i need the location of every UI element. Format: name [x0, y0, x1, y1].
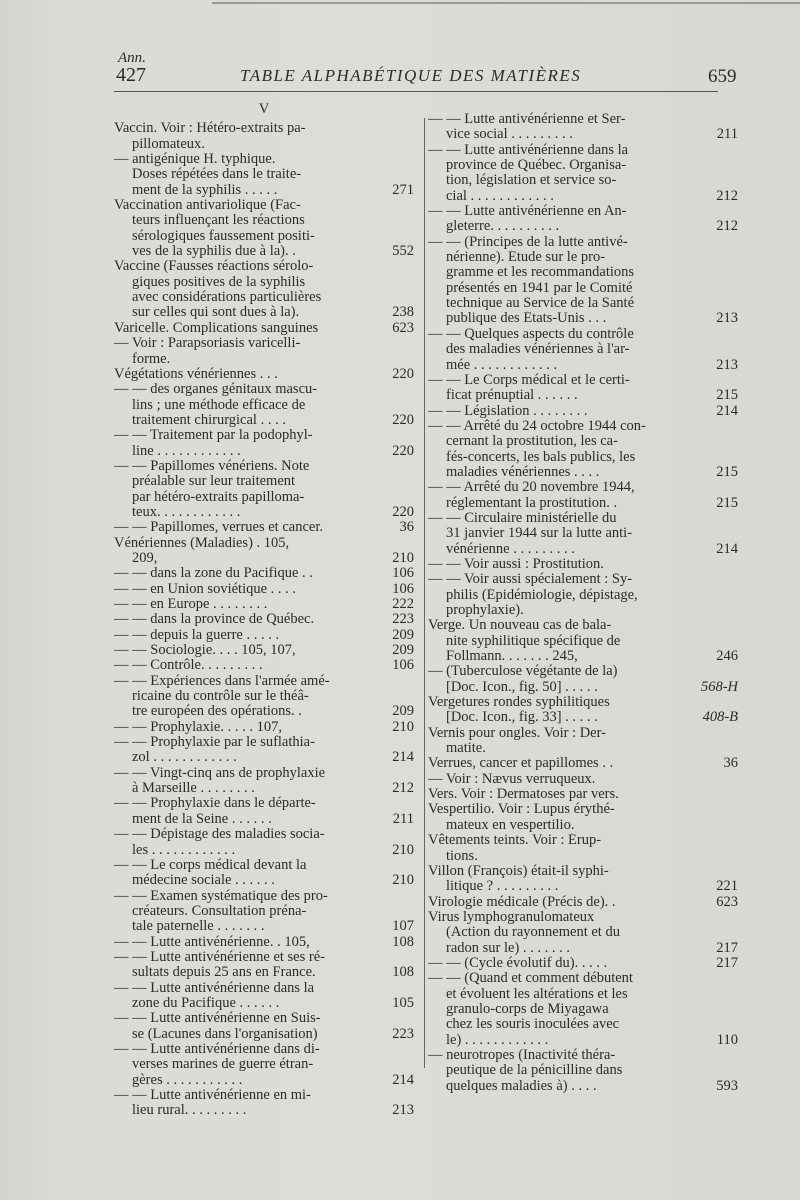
index-entry [114, 612, 414, 627]
index-entry-line: — — Quelques aspects du contrôle [428, 326, 634, 342]
index-entry-line: — — (Quand et comment débutent [428, 971, 633, 987]
index-page-ref: 552 [392, 243, 414, 260]
index-entry [428, 772, 738, 787]
index-entry-line: granulo-corps de Miyagawa [446, 1001, 609, 1017]
index-entry-line: tale paternelle . . . . . . . [132, 919, 265, 935]
index-entry-line: Végétations vénériennes . . . [114, 366, 278, 382]
index-entry-line: traitement chirurgical . . . . [132, 412, 286, 428]
index-entry-line: — — Examen systématique des pro- [114, 888, 328, 904]
index-page-ref: 210 [392, 872, 414, 889]
index-entry-line: ment de la syphilis . . . . . [132, 182, 278, 198]
index-entry-line: — — Prophylaxie. . . . . 107, [114, 719, 282, 735]
index-entry-line: prophylaxie). [446, 603, 524, 618]
index-entry-line: — — Lutte antivénérienne dans la [428, 142, 629, 158]
index-entry-line: line . . . . . . . . . . . . [132, 443, 241, 459]
index-entry [114, 259, 414, 320]
index-page-ref: 215 [716, 494, 738, 511]
index-entry [428, 1048, 738, 1094]
index-entry-line: — — Papillomes, verrues et cancer. [114, 520, 323, 536]
index-entry-line: — — Vingt-cinq ans de prophylaxie [114, 765, 326, 781]
index-entry [114, 152, 414, 198]
index-entry-line: sur celles qui sont dues à la). [132, 305, 300, 321]
index-entry [114, 536, 414, 567]
index-entry-line: Villon (François) était-il syphi- [428, 863, 609, 879]
index-entry-line: — — Lutte antivénérienne dans la [114, 980, 315, 996]
index-page-ref: 209 [392, 703, 414, 720]
index-entry-line: — — Sociologie. . . . 105, 107, [114, 643, 296, 659]
index-entry [114, 674, 414, 720]
left-column [114, 100, 414, 1119]
index-entry-line: — — Expériences dans l'armée amé- [114, 673, 330, 689]
header-annales: Ann. [118, 50, 146, 66]
index-entry [114, 827, 414, 858]
index-entry [428, 404, 738, 419]
index-entry [428, 204, 738, 235]
header-volume-number: 427 [116, 64, 146, 86]
index-entry-line: 209, [132, 550, 158, 566]
index-page-ref: 221 [716, 878, 738, 895]
index-entry [114, 796, 414, 827]
index-entry-line: Doses répétées dans le traite- [132, 167, 302, 183]
index-entry-line: mateux en vespertilio. [446, 817, 575, 833]
index-entry [114, 981, 414, 1012]
index-page-ref: 108 [392, 964, 414, 981]
index-entry [114, 950, 414, 981]
page-title: TABLE ALPHABÉTIQUE DES MATIÈRES [240, 66, 582, 85]
index-entry-line: — — Lutte antivénérienne en An- [428, 204, 627, 220]
index-entry-line: avec considérations particulières [132, 290, 322, 306]
index-page-ref: 623 [392, 319, 414, 336]
index-entry-line: nérienne). Étude sur le pro- [446, 250, 606, 266]
index-page-ref: 238 [392, 304, 414, 321]
index-entry-line: — — Dépistage des maladies socia- [114, 827, 325, 843]
index-entry [428, 787, 738, 802]
index-entry-line: technique au Service de la Santé [446, 296, 635, 312]
index-entry-line: vice social . . . . . . . . . [446, 127, 573, 143]
index-page-ref: 211 [392, 810, 414, 827]
index-entry-line: lieu rural. . . . . . . . . [132, 1103, 247, 1119]
index-entry-line: Vers. Voir : Dermatoses par vers. [428, 787, 619, 803]
index-entry-line: Verge. Un nouveau cas de bala- [428, 618, 612, 634]
index-entry-line: — neurotropes (Inactivité théra- [428, 1047, 616, 1063]
index-entry-line: chez les souris inoculées avec [446, 1017, 620, 1033]
index-entry-line: ment de la Seine . . . . . . [132, 811, 272, 827]
index-entry-line: — — Prophylaxie dans le départe- [114, 796, 316, 812]
page-number: 659 [708, 66, 737, 87]
index-page-ref: 210 [392, 718, 414, 735]
index-entry [114, 889, 414, 935]
index-entry [114, 566, 414, 581]
index-entry-line: maladies vénériennes . . . . [446, 464, 600, 480]
index-entry-line: cernant la prostitution, les ca- [446, 434, 618, 450]
index-entry [428, 557, 738, 572]
index-entry-line: Verrues, cancer et papillomes . . [428, 756, 614, 772]
index-entry-line: des maladies vénériennes à l'ar- [446, 342, 630, 358]
index-entry-line: par hétéro-extraits papilloma- [132, 489, 305, 505]
index-entry-line: — — Arrêté du 20 novembre 1944, [428, 480, 635, 496]
index-page-ref: 106 [392, 657, 414, 674]
index-entry [428, 956, 738, 971]
index-entry-line: — (Tuberculose végétante de la) [428, 664, 618, 680]
index-entry-line: — — Papillomes vénériens. Note [114, 458, 310, 474]
index-entry-line: — antigénique H. typhique. [114, 152, 276, 168]
index-entry-line: Vêtements teints. Voir : Érup- [428, 833, 602, 849]
index-entry [428, 695, 738, 726]
index-page-ref: 213 [716, 310, 738, 327]
index-entry-line: Virologie médicale (Précis de). . [428, 894, 616, 910]
index-entry-line: — — Traitement par la podophyl- [114, 428, 313, 444]
index-page-ref: 209 [392, 642, 414, 659]
index-page-ref: 217 [716, 954, 738, 971]
index-entry [114, 336, 414, 367]
index-entry-line: tions. [446, 848, 478, 864]
index-page-ref: 214 [716, 540, 738, 557]
index-page-ref: 213 [716, 356, 738, 373]
index-entry-line: Vaccine (Fausses réactions sérolo- [114, 259, 314, 275]
index-entry-line: publique des États-Unis . . . [446, 311, 607, 327]
index-entry-line: — — Législation . . . . . . . . [428, 403, 588, 419]
index-entry-line: Vaccin. Voir : Hétéro-extraits pa- [114, 121, 306, 137]
index-page-ref: 212 [392, 780, 414, 797]
index-entry-line: préalable sur leur traitement [132, 474, 296, 490]
index-entry-line: réglementant la prostitution. . [446, 495, 618, 511]
index-entry-line: quelques maladies à) . . . . [446, 1078, 597, 1094]
index-entry-line: verses marines de guerre étran- [132, 1057, 314, 1073]
index-page-ref: 215 [716, 463, 738, 480]
index-entry-line: — — Prophylaxie par le suflathia- [114, 735, 315, 751]
index-entry-line: tre européen des opérations. . [132, 704, 302, 720]
index-entry-line: — — Arrêté du 24 octobre 1944 con- [428, 418, 646, 434]
index-page-ref: 212 [716, 187, 738, 204]
index-entry [428, 864, 738, 895]
index-page-ref: 210 [392, 549, 414, 566]
index-page-ref: 593 [716, 1077, 738, 1094]
index-page-ref: 210 [392, 841, 414, 858]
index-entry [428, 910, 738, 956]
index-entry [428, 373, 738, 404]
index-entry-line: — — depuis la guerre . . . . . [114, 627, 280, 643]
index-entry-line: — — (Cycle évolutif du). . . . . [428, 955, 608, 971]
index-page-ref: 212 [716, 218, 738, 235]
index-entry-line: — — Lutte antivénérienne en mi- [114, 1088, 311, 1103]
index-entry-line: giques positives de la syphilis [132, 274, 306, 290]
index-entry [114, 428, 414, 459]
index-page-ref: 110 [716, 1031, 738, 1048]
index-entry-line: les . . . . . . . . . . . . [132, 842, 236, 858]
index-entry [114, 766, 414, 797]
index-entry [428, 511, 738, 557]
index-entry [114, 720, 414, 735]
index-entry [428, 112, 738, 143]
index-entry [428, 802, 738, 833]
index-entry [114, 735, 414, 766]
index-entry-line: — — Voir aussi spécialement : Sy- [428, 572, 633, 588]
index-entry-line: sultats depuis 25 ans en France. [132, 965, 316, 981]
index-entry-line: Vaccination antivariolique (Fac- [114, 198, 301, 214]
index-entry-line: — — des organes génitaux mascu- [114, 382, 318, 398]
index-entry [428, 572, 738, 618]
index-page-ref: 222 [392, 596, 414, 612]
index-page-ref: 214 [392, 1071, 414, 1088]
index-entry-line: litique ? . . . . . . . . . [446, 879, 559, 895]
index-entry [428, 327, 738, 373]
index-page-ref: 568-H [700, 678, 738, 695]
index-entry-line: — — Voir aussi : Prostitution. [428, 556, 604, 572]
index-entry-line: Virus lymphogranulomateux [428, 909, 595, 925]
index-page-ref: 36 [723, 755, 738, 772]
index-entry-line: ves de la syphilis due à la). . [132, 244, 296, 260]
index-page-ref: 106 [392, 565, 414, 582]
index-entry-line: — — Contrôle. . . . . . . . . [114, 658, 263, 674]
index-entry [114, 367, 414, 382]
index-entry-line: [Doc. Icon., fig. 33] . . . . . [446, 710, 598, 726]
index-page-ref: 220 [392, 442, 414, 459]
index-entry-line: philis (Épidémiologie, dépistage, [446, 587, 638, 603]
index-entry [114, 121, 414, 152]
index-entry [114, 1042, 414, 1088]
index-page-ref: 209 [392, 626, 414, 643]
index-entry-line: Vergetures rondes syphilitiques [428, 695, 610, 711]
index-entry-line: forme. [132, 351, 171, 367]
index-entry [428, 833, 738, 864]
index-page-ref: 271 [392, 181, 414, 198]
index-page-ref: 220 [392, 503, 414, 520]
index-entry [114, 520, 414, 535]
column-divider [424, 118, 425, 1068]
index-page-ref: 220 [392, 411, 414, 428]
index-page-ref: 106 [392, 580, 414, 597]
index-page-ref: 246 [716, 648, 738, 665]
index-page-ref: 220 [392, 365, 414, 382]
index-entry [114, 858, 414, 889]
index-entry-line: — — Le corps médical devant la [114, 857, 307, 873]
top-edge-line [212, 2, 800, 4]
index-entry [114, 935, 414, 950]
index-page-ref: 623 [716, 893, 738, 910]
index-entry [114, 643, 414, 658]
index-entry-line: — — dans la zone du Pacifique . . [114, 566, 313, 582]
index-entry-line: — Voir : Nævus verruqueux. [428, 771, 596, 787]
index-entry-line: gleterre. . . . . . . . . . [446, 219, 560, 235]
index-entry-line: teux. . . . . . . . . . . . [132, 504, 241, 520]
index-page-ref: 213 [392, 1102, 414, 1119]
index-entry [428, 419, 738, 480]
index-page-ref: 223 [392, 1025, 414, 1042]
index-entry-line: [Doc. Icon., fig. 50] . . . . . [446, 679, 598, 695]
index-entry-line: Vernis pour ongles. Voir : Der- [428, 725, 606, 741]
index-entry [428, 618, 738, 664]
index-entry [114, 382, 414, 428]
index-entry [114, 198, 414, 259]
index-entry-line: Vespertilio. Voir : Lupus érythé- [428, 802, 615, 818]
index-entry-line: teurs influençant les réactions [132, 213, 305, 229]
index-entry-line: — — Lutte antivénérienne et Ser- [428, 112, 626, 127]
index-entry [428, 756, 738, 771]
index-entry-line: — — Lutte antivénérienne et ses ré- [114, 949, 325, 965]
index-entry-line: — — Circulaire ministérielle du [428, 510, 617, 526]
index-entry [428, 971, 738, 1048]
index-entry-line: — — (Principes de la lutte antivé- [428, 234, 628, 250]
index-entry [114, 597, 414, 612]
index-page-ref: 223 [392, 611, 414, 628]
index-page-ref: 108 [392, 933, 414, 950]
index-entry-line: radon sur le) . . . . . . . [446, 940, 571, 956]
index-entry [114, 582, 414, 597]
index-entry [114, 628, 414, 643]
index-entry-line: (Action du rayonnement et du [446, 925, 620, 941]
index-entry-line: 31 janvier 1944 sur la lutte anti- [446, 526, 633, 542]
index-page-ref: 36 [399, 519, 414, 536]
index-page-ref: 215 [716, 387, 738, 404]
index-entry-line: créateurs. Consultation préna- [132, 903, 307, 919]
right-column [428, 112, 738, 1094]
index-entry-line: — — Lutte antivénérienne en Suis- [114, 1011, 321, 1027]
index-entry [114, 321, 414, 336]
index-entry-line: à Marseille . . . . . . . . [132, 781, 255, 797]
index-entry-line: Varicelle. Complications sanguines [114, 320, 319, 336]
index-entry-line: province de Québec. Organisa- [446, 158, 627, 174]
index-entry-line: lins ; une méthode efficace de [132, 397, 306, 413]
index-entry-line: — — en Union soviétique . . . . [114, 581, 297, 597]
section-letter: V [258, 101, 270, 117]
index-entry-line: gères . . . . . . . . . . . [132, 1072, 243, 1088]
index-entry-line: Vénériennes (Maladies) . 105, [114, 535, 290, 551]
index-entry-line: médecine sociale . . . . . . [132, 873, 275, 889]
index-entry-line: — — dans la province de Québec. [114, 612, 315, 628]
index-page-ref: 105 [392, 994, 414, 1011]
index-entry-line: sérologiques faussement positi- [132, 228, 315, 244]
index-entry-line: et évoluent les altérations et les [446, 986, 628, 1002]
index-page-ref: 214 [716, 402, 738, 419]
index-entry [114, 459, 414, 520]
index-entry-line: ficat prénuptial . . . . . . [446, 388, 578, 404]
index-entry-line: gramme et les recommandations [446, 265, 635, 281]
index-entry [428, 895, 738, 910]
index-entry [114, 1011, 414, 1042]
index-entry-line: cial . . . . . . . . . . . . [446, 188, 554, 204]
index-page-ref: 211 [716, 126, 738, 143]
index-entry [428, 726, 738, 757]
index-page-ref: 217 [716, 939, 738, 956]
index-entry-line: peutique de la pénicilline dans [446, 1063, 623, 1079]
index-entry-line: fés-concerts, les bals publics, les [446, 449, 636, 465]
index-entry [428, 143, 738, 204]
index-entry-line: — — Le Corps médical et le certi- [428, 372, 630, 388]
index-entry [114, 658, 414, 673]
index-entry-line: zone du Pacifique . . . . . . [132, 995, 280, 1011]
index-entry-line: — — en Europe . . . . . . . . [114, 597, 268, 612]
index-page-ref: 107 [392, 918, 414, 935]
index-entry-line: pillomateux. [132, 136, 205, 152]
index-entry-line: zol . . . . . . . . . . . . [132, 750, 237, 766]
index-entry [114, 1088, 414, 1119]
index-entry-line: tion, législation et service so- [446, 173, 617, 189]
index-entry-line: vénérienne . . . . . . . . . [446, 541, 575, 557]
index-entry [428, 664, 738, 695]
index-entry-line: mée . . . . . . . . . . . . [446, 357, 558, 373]
index-entry-line: — Voir : Parapsoriasis varicelli- [114, 336, 301, 352]
index-entry-line: se (Lacunes dans l'organisation) [132, 1026, 318, 1042]
index-entry-line: le) . . . . . . . . . . . . [446, 1032, 549, 1048]
index-entry-line: — — Lutte antivénérienne dans di- [114, 1041, 320, 1057]
index-entry-line: Follmann. . . . . . . 245, [446, 649, 578, 665]
index-entry-line: matite. [446, 741, 486, 757]
index-entry-line: — — Lutte antivénérienne. . 105, [114, 934, 310, 950]
index-page-ref: 214 [392, 749, 414, 766]
index-page-ref: 408-B [702, 709, 738, 726]
header-rule [114, 91, 718, 92]
index-entry [428, 480, 738, 511]
index-entry-line: présentés en 1941 par le Comité [446, 280, 633, 296]
index-entry-line: nite syphilitique spécifique de [446, 633, 621, 649]
index-entry-line: ricaine du contrôle sur le théâ- [132, 689, 309, 705]
index-entry [428, 235, 738, 327]
